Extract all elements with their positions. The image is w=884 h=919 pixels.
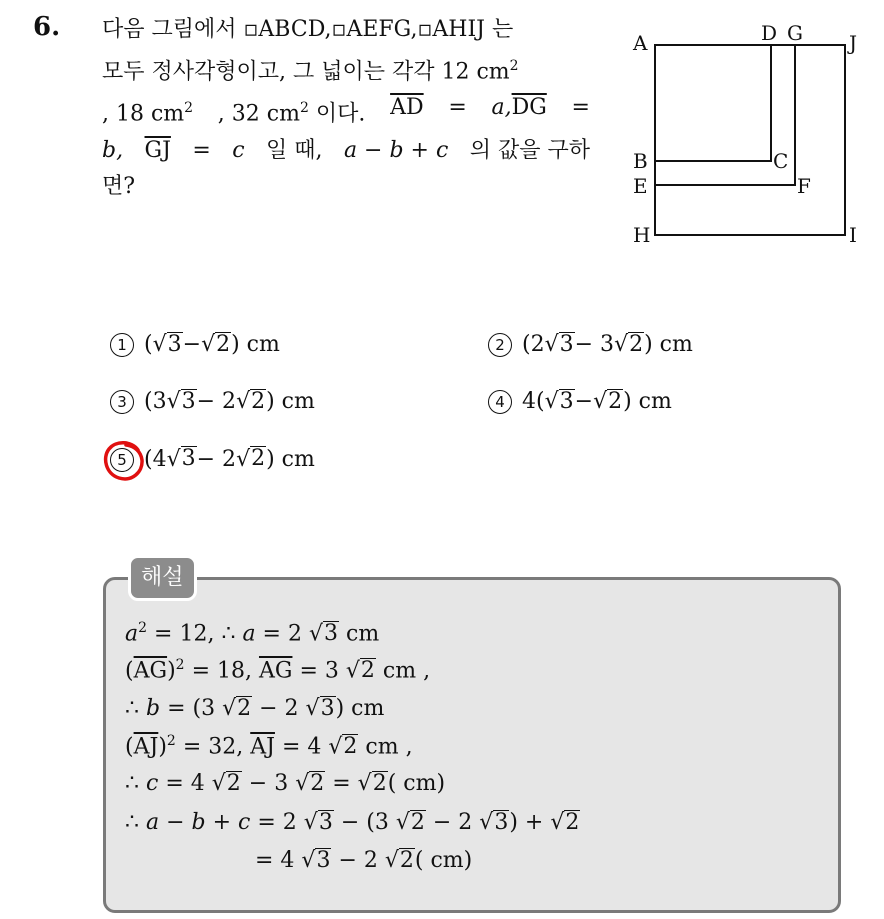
- option-text: − 2: [196, 446, 237, 472]
- stem-line-5: 면?: [102, 173, 136, 199]
- stem-text: 일 때,: [266, 137, 323, 163]
- option-2[interactable]: 2 (2 √ 3 − 3 √ 2 ) cm: [488, 332, 693, 357]
- option-text: −: [182, 332, 202, 358]
- option-1[interactable]: 1 ( √ 3 − √ 2 ) cm: [110, 332, 280, 357]
- option-text: − 3: [574, 332, 615, 358]
- label-c: C: [773, 149, 789, 173]
- selected-answer-mark: [110, 446, 144, 472]
- option-marker: 1: [110, 333, 134, 357]
- option-text: (4: [144, 446, 167, 472]
- solution-line-3: ∴ b = (3 √2 − 2 √3) cm: [125, 696, 385, 721]
- option-text: (3: [144, 389, 167, 415]
- stem-line-1: 다음 그림에서 ▫ABCD,▫AEFG,▫AHIJ 는: [102, 17, 514, 42]
- option-marker: 4: [488, 390, 512, 414]
- label-d: D: [761, 21, 778, 45]
- var-b: b,: [102, 137, 124, 163]
- radicand: 3: [559, 332, 574, 357]
- solution-line-4: $(\overline{AJ})^2 = 32$, $\overline{AJ} = 4$ √2 cm ,: [125, 733, 413, 760]
- solution-line-7: = 4 √3 − 2 √2( cm): [255, 848, 473, 873]
- solution-tag: 해설: [128, 555, 197, 601]
- question-number: 6.: [33, 12, 61, 42]
- equals: =: [448, 95, 467, 121]
- solution-line-2: $(\overline{AG})^2 = 18$, $\overline{AG} = 3$ √2 cm ,: [125, 657, 431, 684]
- label-g: G: [787, 21, 803, 45]
- radicand: 2: [251, 389, 266, 414]
- label-b: B: [633, 149, 648, 173]
- segment-ad: $\overline{AD}$: [390, 95, 424, 121]
- label-a: A: [633, 31, 648, 55]
- stem-unit: cm: [476, 59, 510, 85]
- stem-exponent: 2: [509, 58, 519, 74]
- option-text: ) cm: [644, 332, 693, 358]
- radicand: 3: [167, 332, 182, 357]
- radicand: 2: [608, 389, 623, 414]
- option-text: ) cm: [266, 389, 315, 415]
- radicand: 3: [559, 389, 574, 414]
- stem-seg: , 32 $cm^2$ 이다.: [217, 100, 366, 127]
- segment-gj: $\overline{GJ}$: [144, 137, 171, 163]
- equals: =: [192, 137, 211, 163]
- radicand: 2: [216, 332, 231, 357]
- equals: =: [571, 95, 590, 121]
- option-text: (2: [522, 332, 545, 358]
- radicand: 3: [181, 389, 196, 414]
- option-3[interactable]: 3 (3 √ 3 − 2 √ 2 ) cm: [110, 389, 315, 414]
- expression: a − b + c: [343, 137, 449, 163]
- radicand: 2: [629, 332, 644, 357]
- option-text: −: [574, 389, 594, 415]
- option-text: ) cm: [623, 389, 672, 415]
- label-e: E: [633, 174, 648, 198]
- solution-line-6: ∴ a − b + c = 2 √3 − (3 √2 − 2 √3) + √2: [125, 810, 580, 835]
- option-text: (: [144, 332, 153, 358]
- radicand: 3: [181, 446, 196, 472]
- label-j: J: [849, 31, 858, 55]
- radicand: 2: [251, 446, 266, 472]
- label-i: I: [849, 223, 857, 247]
- stem-seg: $a,\overline{DG}$: [491, 95, 547, 121]
- option-4[interactable]: 4 4( √ 3 − √ 2 ) cm: [488, 389, 672, 414]
- option-text: 4(: [522, 389, 545, 415]
- option-marker: 2: [488, 333, 512, 357]
- solution-line-1: $a^2 = 12$, ∴ a = 2 √3 cm: [125, 620, 380, 647]
- option-text: − 2: [196, 389, 237, 415]
- option-text: ) cm: [266, 446, 315, 472]
- solution-line-5: ∴ c = 4 √2 − 3 √2 = √2( cm): [125, 771, 446, 796]
- var-c: c: [232, 137, 245, 163]
- option-text: ) cm: [231, 332, 280, 358]
- segment-dg: $\overline{DG}$: [511, 95, 547, 121]
- stem-seg: , 18 $cm^2$: [102, 100, 194, 127]
- stem-text: 모두 정사각형이고, 그 넓이는 각각 12: [102, 59, 470, 85]
- option-5[interactable]: 5 (4 √ 3 − 2 √ 2 ) cm: [110, 446, 315, 472]
- stem-text: 의 값을 구하: [469, 137, 590, 163]
- option-marker: 5: [110, 448, 134, 472]
- option-marker: 3: [110, 390, 134, 414]
- label-h: H: [633, 223, 651, 247]
- label-f: F: [797, 174, 811, 198]
